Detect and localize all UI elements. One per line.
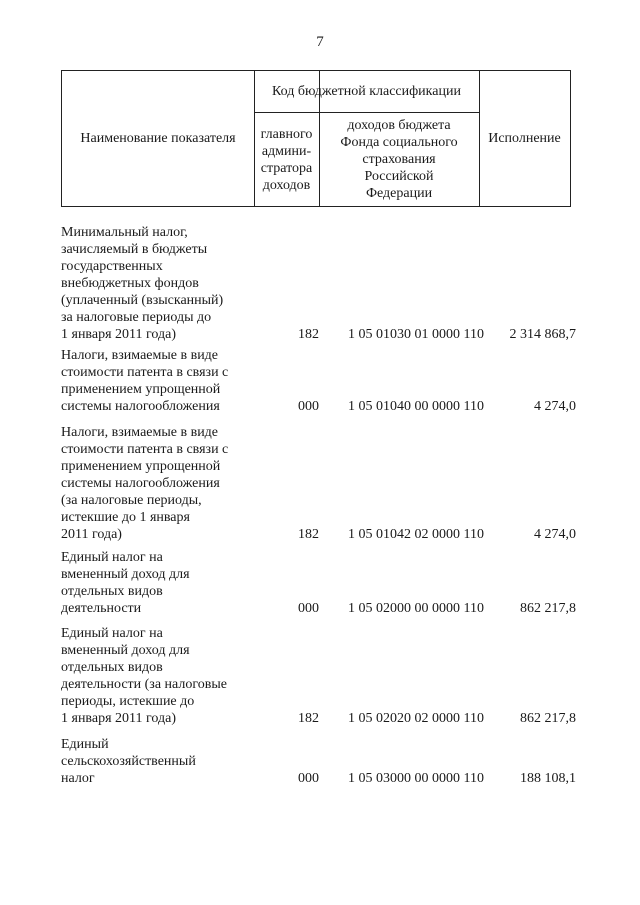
row-value: 2 314 868,7 bbox=[509, 327, 576, 342]
table-row bbox=[61, 549, 576, 617]
header-name: Наименование показателя bbox=[80, 131, 236, 146]
row-value: 862 217,8 bbox=[520, 711, 576, 726]
row-admin-code: 182 bbox=[298, 327, 319, 342]
table-row bbox=[61, 424, 576, 543]
page-number: 7 bbox=[316, 34, 324, 50]
row-classification-code: 1 05 03000 00 0000 110 bbox=[348, 771, 484, 786]
row-value: 188 108,1 bbox=[520, 771, 576, 786]
table-header bbox=[61, 70, 571, 207]
header-budget-classification: Код бюджетной классификации bbox=[272, 84, 461, 99]
table-row bbox=[61, 736, 576, 787]
row-name: Единый налог на вмененный доход для отдельных видов деятельности (за налоговые периоды, истекшие до 1 января 2011 года) bbox=[61, 626, 227, 726]
row-name: Минимальный налог, зачисляемый в бюджеты государственных внебюджетных фондов (уплаченный (взысканный) за налоговые периоды до 1 января 2011 года) bbox=[61, 225, 224, 342]
row-admin-code: 000 bbox=[298, 399, 319, 414]
row-classification-code: 1 05 01040 00 0000 110 bbox=[348, 399, 484, 414]
header-code: доходов бюджета Фонда социального страхования Российской Федерации bbox=[340, 118, 458, 201]
row-classification-code: 1 05 01030 01 0000 110 bbox=[348, 327, 484, 342]
header-value: Исполнение bbox=[488, 131, 561, 146]
row-name: Налоги, взимаемые в виде стоимости патента в связи с применением упрощенной системы налогообложения (за налоговые периоды, истекшие до 1 января 2011 года) bbox=[61, 425, 229, 542]
row-classification-code: 1 05 02000 00 0000 110 bbox=[348, 601, 484, 616]
row-name: Единый сельскохозяйственный налог bbox=[61, 737, 196, 786]
row-name: Налоги, взимаемые в виде стоимости патента в связи с применением упрощенной системы налогообложения bbox=[61, 348, 229, 414]
row-admin-code: 000 bbox=[298, 601, 319, 616]
table-row bbox=[61, 625, 576, 727]
row-classification-code: 1 05 01042 02 0000 110 bbox=[348, 527, 484, 542]
header-admin: главного админи- стратора доходов bbox=[260, 126, 313, 193]
row-value: 4 274,0 bbox=[534, 527, 576, 542]
row-name: Единый налог на вмененный доход для отдельных видов деятельности bbox=[61, 550, 190, 616]
table-row bbox=[61, 223, 576, 343]
row-classification-code: 1 05 02020 02 0000 110 bbox=[348, 711, 484, 726]
row-value: 4 274,0 bbox=[534, 399, 576, 414]
row-admin-code: 182 bbox=[298, 711, 319, 726]
row-admin-code: 000 bbox=[298, 771, 319, 786]
table-row bbox=[61, 347, 576, 415]
row-value: 862 217,8 bbox=[520, 601, 576, 616]
row-admin-code: 182 bbox=[298, 527, 319, 542]
